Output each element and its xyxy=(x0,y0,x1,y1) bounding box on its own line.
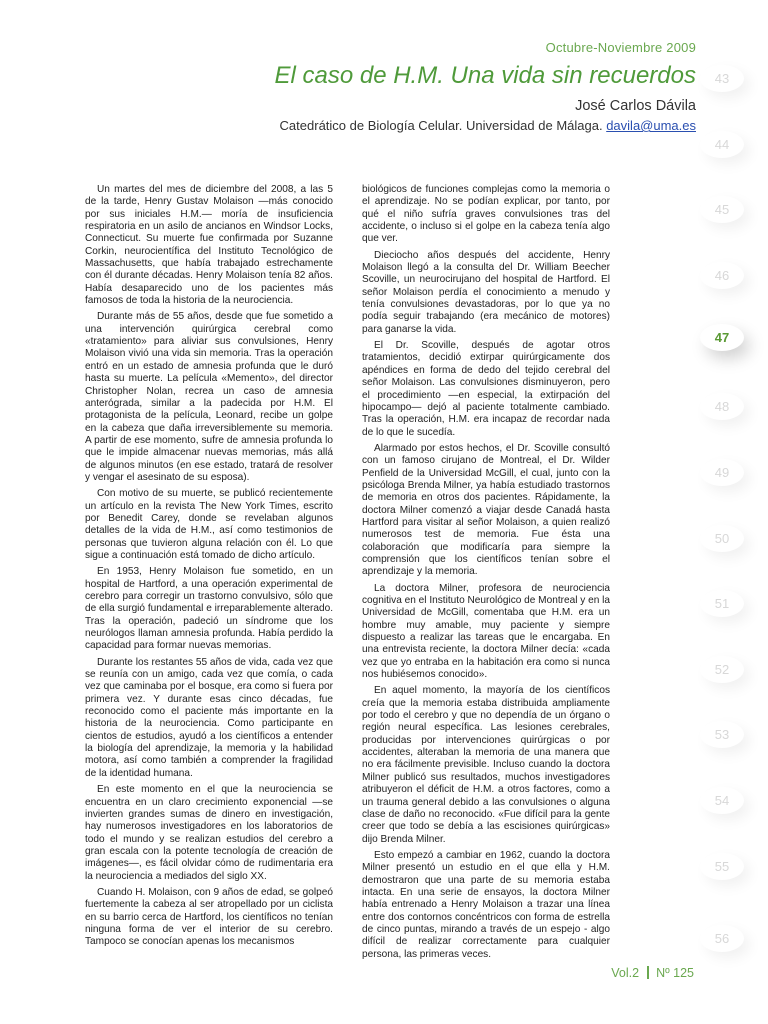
footer-separator xyxy=(647,966,649,979)
author-email-link[interactable]: davila@uma.es xyxy=(606,118,696,133)
affiliation-text: Catedrático de Biología Celular. Universidad de Málaga. xyxy=(279,118,603,133)
page-index-item[interactable]: 45 xyxy=(700,196,744,223)
paragraph: biológicos de funciones complejas como la memoria o el aprendizaje. No se podían explicar, por tanto, por qué el niño sufría graves convulsiones tras del accidente, o incluso si el golpe en la cabeza tenía algo que ver. xyxy=(362,184,610,245)
paragraph: En 1953, Henry Molaison fue sometido, en un hospital de Hartford, a una operación experimental de cerebro para corregir un trastorno convulsivo, sólo que de ella surgió fundamental e irreparablemente alterado. Tras la operación, padeció un síndrome que los neurólogos llaman amnesia profunda. Había perdido la capacidad para formar nuevas memorias. xyxy=(85,566,334,652)
paragraph: En este momento en el que la neurociencia se encuentra en un claro crecimiento exponencial —se invierten grandes sumas de dinero en investigación, hay numerosos investigadores en los laboratorios de todo el mundo y se realizan estudios del cerebro a gran escala con la potente tecnología de creación de imágenes—, es fácil olvidar cómo de rudimentaria era la neurociencia a mediados del siglo XX. xyxy=(85,784,333,882)
page-index-nav xyxy=(700,0,750,1024)
paragraph: Un martes del mes de diciembre del 2008, a las 5 de la tarde, Henry Gustav Molaison —más conocido por sus iniciales H.M.— moría de insuficiencia respiratoria en un asilo de ancianos en Windsor Locks, Connecticut. Su muerte fue confirmada por Suzanne Corkin, neurocientífica del Instituto Tecnológico de Massachusetts, que había trabajado estrechamente con él durante décadas. Henry Molaison tenía 82 años. Había desaparecido uno de los pacientes más famosos de toda la historia de la neurociencia. xyxy=(85,184,333,307)
article-column-right xyxy=(362,184,610,965)
paragraph: En aquel momento, la mayoría de los científicos creía que la memoria estaba distribuida ampliamente por todo el cerebro y que no dependía de un órgano o región neural específica. Las lesiones cerebrales, producidas por intervenciones quirúrgicas o por accidentes, alteraban la memoria de una manera que no era fácilmente previsible. Incluso cuando la doctora Milner publicó sus resultados, muchos investigadores atribuyeron el déficit de H.M. a otros factores, como a un trauma general debido a las convulsiones o alguna clase de daño no reconocido. «Fue difícil para la gente creer que todo se debía a las escisiones quirúrgicas» dijo Brenda Milner. xyxy=(362,685,610,845)
paragraph: Durante los restantes 55 años de vida, cada vez que se reunía con un amigo, cada vez que comía, o cada vez que caminaba por el bosque, era como si fuera por primera vez. Y durante esas cinco décadas, fue reconocido como el paciente más importante en la historia de la neurociencia. Como participante en cientos de estudios, ayudó a los científicos a entender la biología del aprendizaje, la memoria y la habilidad motora, así como también a comprender la fragilidad de la identidad humana. xyxy=(85,656,333,779)
paragraph: Cuando H. Molaison, con 9 años de edad, se golpeó fuertemente la cabeza al ser atropellado por un ciclista en su barrio cerca de Hartford, los científicos no tenían ninguna forma de ver el interior de su cerebro. Tampoco se conocían apenas los mecanismos xyxy=(85,886,333,948)
article-title: El caso de H.M. Una vida sin recuerdos xyxy=(274,62,696,89)
page-index-item[interactable]: 50 xyxy=(700,525,744,552)
page-index-item[interactable]: 46 xyxy=(700,262,744,289)
page-index-item[interactable]: 43 xyxy=(700,65,744,92)
volume-label: Vol.2 xyxy=(611,966,640,980)
article-column-left xyxy=(85,184,333,953)
page-index-item[interactable]: 55 xyxy=(700,853,744,880)
page-index-item[interactable]: 49 xyxy=(700,459,744,486)
paragraph: Esto empezó a cambiar en 1962, cuando la doctora Milner presentó un estudio en el que ella y H.M. demostraron que una parte de su memoria estaba intacta. En una serie de ensayos, la doctora Milner había entrenado a Henry Molaison a trazar una línea entre dos contornos concéntricos con forma de estrella de cinco puntas, mirando a través de un espejo - algo difícil de realizar correctamente para cualquier persona, las primeras veces. xyxy=(362,849,610,960)
author-name: José Carlos Dávila xyxy=(575,98,696,114)
page-index-item[interactable]: 44 xyxy=(700,131,744,158)
number-label: Nº xyxy=(656,966,670,980)
page-index-item[interactable]: 51 xyxy=(700,590,744,617)
paragraph: La doctora Milner, profesora de neurociencia cognitiva en el Instituto Neurológico de Montreal y en la Universidad de McGill, comentaba que H.M. era un hombre muy amable, muy paciente y siempre dispuesto a realizar las tareas que le encargaba. En una entrevista reciente, la doctora Milner decía: «cada vez que yo entraba en la habitación era como si nunca nos hubiésemos conocido». xyxy=(362,582,611,681)
issue-date: Octubre-Noviembre 2009 xyxy=(545,40,696,55)
page-index-item-current[interactable]: 47 xyxy=(700,324,744,351)
paragraph: Durante más de 55 años, desde que fue sometido a una intervención quirúrgica cerebral como «tratamiento» para aliviar sus convulsiones, Henry Molaison vivió una vida sin memoria. Tras la operación entró en un estado de amnesia profunda que le duró hasta su muerte. La película «Memento», del director Christopher Nolan, recrea un caso de amnesia anterógrada, similar a la padecida por H.M. El protagonista de la película, Leonard, recibe un golpe en la cabeza que daña irreversiblemente su memoria. A partir de ese momento, sufre de amnesia profunda lo que le impide almacenar nuevas memorias, más allá de algunos minutos (en ese estado, tratará de resolver y vengar el asesinato de su esposa). xyxy=(85,311,333,483)
page-index-item[interactable]: 56 xyxy=(700,925,744,952)
author-affiliation xyxy=(280,118,696,133)
page-index-item[interactable]: 52 xyxy=(700,656,744,683)
paragraph: El Dr. Scoville, después de agotar otros tratamientos, decidió extirpar quirúrgicamente dos apéndices en forma de dedo del tejido cerebral del señor Molaison. Las convulsiones disminuyeron, pero el procedimiento —en especial, la extirpación del hipocampo— dejó al paciente totalmente cambiado. Tras la operación, H.M. era incapaz de recordar nada de lo que le sucedía. xyxy=(362,340,610,438)
page-number: 125 xyxy=(673,966,694,980)
page-index-item[interactable]: 48 xyxy=(700,393,744,420)
paragraph: Dieciocho años después del accidente, Henry Molaison llegó a la consulta del Dr. William Beecher Scoville, un neurocirujano del hospital de Hartford. El señor Molaison perdía el conocimiento a menudo y tenía convulsiones devastadoras, por lo que ya no podía seguir trabajando (era mecánico de motores) para ganarse la vida. xyxy=(362,249,610,335)
page-footer xyxy=(611,966,694,980)
paragraph: Con motivo de su muerte, se publicó recientemente un artículo en la revista The New York Times, escrito por Benedit Carey, donde se revelaban algunos detalles de la vida de H.M., así como testimonios de personas que tuvieron alguna relación con él. Lo que sigue a continuación está tomado de dicho artículo. xyxy=(85,488,333,561)
page-index-item[interactable]: 53 xyxy=(700,721,744,748)
page-index-item[interactable]: 54 xyxy=(700,787,744,814)
paragraph: Alarmado por estos hechos, el Dr. Scoville consultó con un famoso cirujano de Montreal, el Dr. Wilder Penfield de la Universidad McGill, el cual, junto con la psicóloga Brenda Milner, ya había estudiado trastornos de memoria en otros dos pacientes. Rápidamente, la doctora Milner comenzó a viajar desde Canadá hasta Hartford para visitar al señor Molaison, a quien realizó numerosos test de memoria. Fue ésta una colaboración que modificaría para siempre la comprensión que los científicos tenían sobre el aprendizaje y la memoria. xyxy=(362,442,610,578)
